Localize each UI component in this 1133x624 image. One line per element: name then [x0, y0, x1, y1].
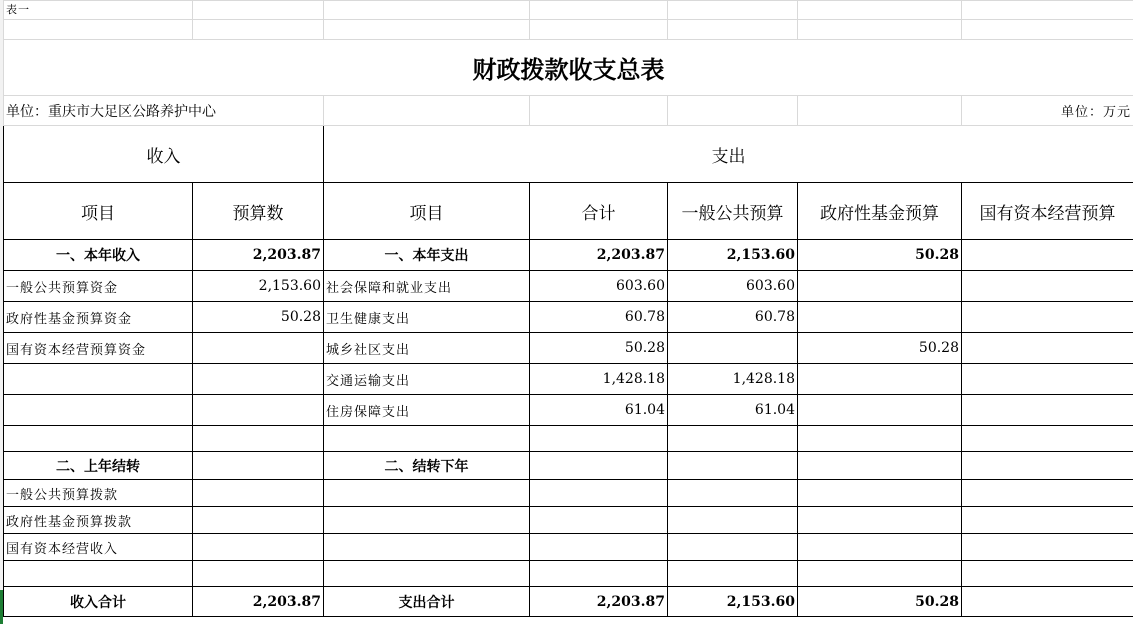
general-public-value[interactable]: [668, 561, 798, 587]
income-item[interactable]: 一般公共预算资金: [4, 271, 193, 302]
expenditure-item[interactable]: 社会保障和就业支出: [324, 271, 530, 302]
gov-fund-value[interactable]: 50.28: [798, 333, 962, 364]
income-item[interactable]: 政府性基金预算资金: [4, 302, 193, 333]
gov-fund-value[interactable]: [798, 302, 962, 333]
empty-cell[interactable]: [530, 20, 668, 40]
general-public-value[interactable]: [668, 480, 798, 507]
income-item[interactable]: 二、上年结转: [4, 452, 193, 480]
expenditure-item-header[interactable]: 项目: [324, 183, 530, 240]
income-value[interactable]: [193, 364, 324, 395]
gov-fund-value[interactable]: [798, 452, 962, 480]
sheet-label[interactable]: 表一: [4, 1, 193, 20]
table-row: [4, 587, 1133, 617]
table-row: [4, 395, 1133, 426]
income-value[interactable]: 2,153.60: [193, 271, 324, 302]
gov-fund-value[interactable]: [798, 480, 962, 507]
expenditure-item[interactable]: [324, 534, 530, 561]
table-row: [4, 302, 1133, 333]
empty-cell[interactable]: [193, 20, 324, 40]
state-capital-value[interactable]: [962, 302, 1133, 333]
state-capital-value[interactable]: [962, 561, 1133, 587]
state-capital-value[interactable]: [962, 507, 1133, 534]
table-row: [4, 561, 1133, 587]
general-public-value[interactable]: [668, 333, 798, 364]
empty-cell[interactable]: [798, 1, 962, 20]
empty-cell[interactable]: [668, 96, 798, 126]
state-capital-value[interactable]: [962, 240, 1133, 271]
total-header[interactable]: 合计: [530, 183, 668, 240]
gov-fund-value[interactable]: [798, 395, 962, 426]
empty-cell[interactable]: [4, 20, 193, 40]
income-value[interactable]: 2,203.87: [193, 240, 324, 271]
general-public-header[interactable]: 一般公共预算: [668, 183, 798, 240]
income-value[interactable]: 50.28: [193, 302, 324, 333]
state-capital-header[interactable]: 国有资本经营预算: [962, 183, 1133, 240]
gov-fund-header[interactable]: 政府性基金预算: [798, 183, 962, 240]
income-item[interactable]: 国有资本经营预算资金: [4, 333, 193, 364]
state-capital-value[interactable]: [962, 480, 1133, 507]
gov-fund-value[interactable]: [798, 364, 962, 395]
gov-fund-value[interactable]: [798, 534, 962, 561]
expenditure-item[interactable]: 二、结转下年: [324, 452, 530, 480]
total-value[interactable]: [530, 480, 668, 507]
income-header[interactable]: 收入: [4, 126, 324, 183]
general-public-value[interactable]: 2,153.60: [668, 240, 798, 271]
state-capital-value[interactable]: [962, 534, 1133, 561]
table-row: [4, 271, 1133, 302]
expenditure-item[interactable]: [324, 507, 530, 534]
general-public-value[interactable]: [668, 534, 798, 561]
expenditure-item[interactable]: [324, 561, 530, 587]
total-value[interactable]: [530, 426, 668, 452]
income-value[interactable]: [193, 480, 324, 507]
gov-fund-value[interactable]: 50.28: [798, 587, 962, 617]
table-row: [4, 507, 1133, 534]
income-item[interactable]: 一般公共预算拨款: [4, 480, 193, 507]
total-value[interactable]: [530, 452, 668, 480]
income-item[interactable]: 政府性基金预算拨款: [4, 507, 193, 534]
table-row: [4, 452, 1133, 480]
income-item[interactable]: 国有资本经营收入: [4, 534, 193, 561]
gov-fund-value[interactable]: [798, 561, 962, 587]
table-row: [4, 534, 1133, 561]
empty-cell[interactable]: [962, 20, 1133, 40]
total-value[interactable]: 2,203.87: [530, 240, 668, 271]
unit-currency-label[interactable]: 单位：万元: [962, 96, 1133, 126]
income-item[interactable]: [4, 395, 193, 426]
empty-cell[interactable]: [668, 1, 798, 20]
income-item[interactable]: 一、本年收入: [4, 240, 193, 271]
expenditure-item[interactable]: 交通运输支出: [324, 364, 530, 395]
total-value[interactable]: 61.04: [530, 395, 668, 426]
state-capital-value[interactable]: [962, 395, 1133, 426]
state-capital-value[interactable]: [962, 587, 1133, 617]
income-item[interactable]: [4, 426, 193, 452]
income-value[interactable]: [193, 426, 324, 452]
expenditure-item[interactable]: [324, 426, 530, 452]
gov-fund-value[interactable]: [798, 507, 962, 534]
income-item[interactable]: [4, 561, 193, 587]
total-value[interactable]: [530, 561, 668, 587]
general-public-value[interactable]: 1,428.18: [668, 364, 798, 395]
state-capital-value[interactable]: [962, 452, 1133, 480]
table-row: [4, 364, 1133, 395]
budget-header[interactable]: 预算数: [193, 183, 324, 240]
total-value[interactable]: 603.60: [530, 271, 668, 302]
empty-cell[interactable]: [798, 96, 962, 126]
expenditure-item[interactable]: 住房保障支出: [324, 395, 530, 426]
income-value[interactable]: [193, 395, 324, 426]
total-value[interactable]: 2,203.87: [530, 587, 668, 617]
expenditure-item[interactable]: 一、本年支出: [324, 240, 530, 271]
income-item-header[interactable]: 项目: [4, 183, 193, 240]
page-title[interactable]: 财政拨款收支总表: [4, 40, 1133, 96]
total-value[interactable]: 1,428.18: [530, 364, 668, 395]
empty-cell[interactable]: [798, 20, 962, 40]
total-value[interactable]: [530, 534, 668, 561]
total-value[interactable]: 50.28: [530, 333, 668, 364]
expenditure-item[interactable]: 卫生健康支出: [324, 302, 530, 333]
income-value[interactable]: [193, 333, 324, 364]
income-item[interactable]: [4, 364, 193, 395]
empty-cell[interactable]: [668, 20, 798, 40]
income-value[interactable]: [193, 534, 324, 561]
income-total-value[interactable]: 2,203.87: [193, 587, 324, 617]
general-public-value[interactable]: 61.04: [668, 395, 798, 426]
gov-fund-value[interactable]: [798, 426, 962, 452]
income-total-label[interactable]: 收入合计: [4, 587, 193, 617]
general-public-value[interactable]: [668, 452, 798, 480]
state-capital-value[interactable]: [962, 426, 1133, 452]
state-capital-value[interactable]: [962, 333, 1133, 364]
table-row: [4, 426, 1133, 452]
general-public-value[interactable]: [668, 507, 798, 534]
table-row: [4, 480, 1133, 507]
expenditure-header[interactable]: 支出: [324, 126, 1133, 183]
expenditure-total-label[interactable]: 支出合计: [324, 587, 530, 617]
table-row: [4, 240, 1133, 271]
expenditure-item[interactable]: [324, 480, 530, 507]
empty-cell[interactable]: [324, 96, 530, 126]
unit-org-label[interactable]: 单位：重庆市大足区公路养护中心: [4, 96, 324, 126]
general-public-value[interactable]: 2,153.60: [668, 587, 798, 617]
general-public-value[interactable]: 603.60: [668, 271, 798, 302]
empty-cell[interactable]: [324, 1, 530, 20]
table-row: [4, 333, 1133, 364]
income-value[interactable]: [193, 561, 324, 587]
income-value[interactable]: [193, 452, 324, 480]
state-capital-value[interactable]: [962, 364, 1133, 395]
general-public-value[interactable]: 60.78: [668, 302, 798, 333]
income-value[interactable]: [193, 507, 324, 534]
general-public-value[interactable]: [668, 426, 798, 452]
empty-cell[interactable]: [962, 1, 1133, 20]
empty-cell[interactable]: [530, 1, 668, 20]
expenditure-item[interactable]: 城乡社区支出: [324, 333, 530, 364]
gov-fund-value[interactable]: [798, 271, 962, 302]
empty-cell[interactable]: [193, 1, 324, 20]
total-value[interactable]: [530, 507, 668, 534]
empty-cell[interactable]: [530, 96, 668, 126]
empty-cell[interactable]: [324, 20, 530, 40]
state-capital-value[interactable]: [962, 271, 1133, 302]
total-value[interactable]: 60.78: [530, 302, 668, 333]
budget-table: [3, 0, 1133, 617]
gov-fund-value[interactable]: 50.28: [798, 240, 962, 271]
